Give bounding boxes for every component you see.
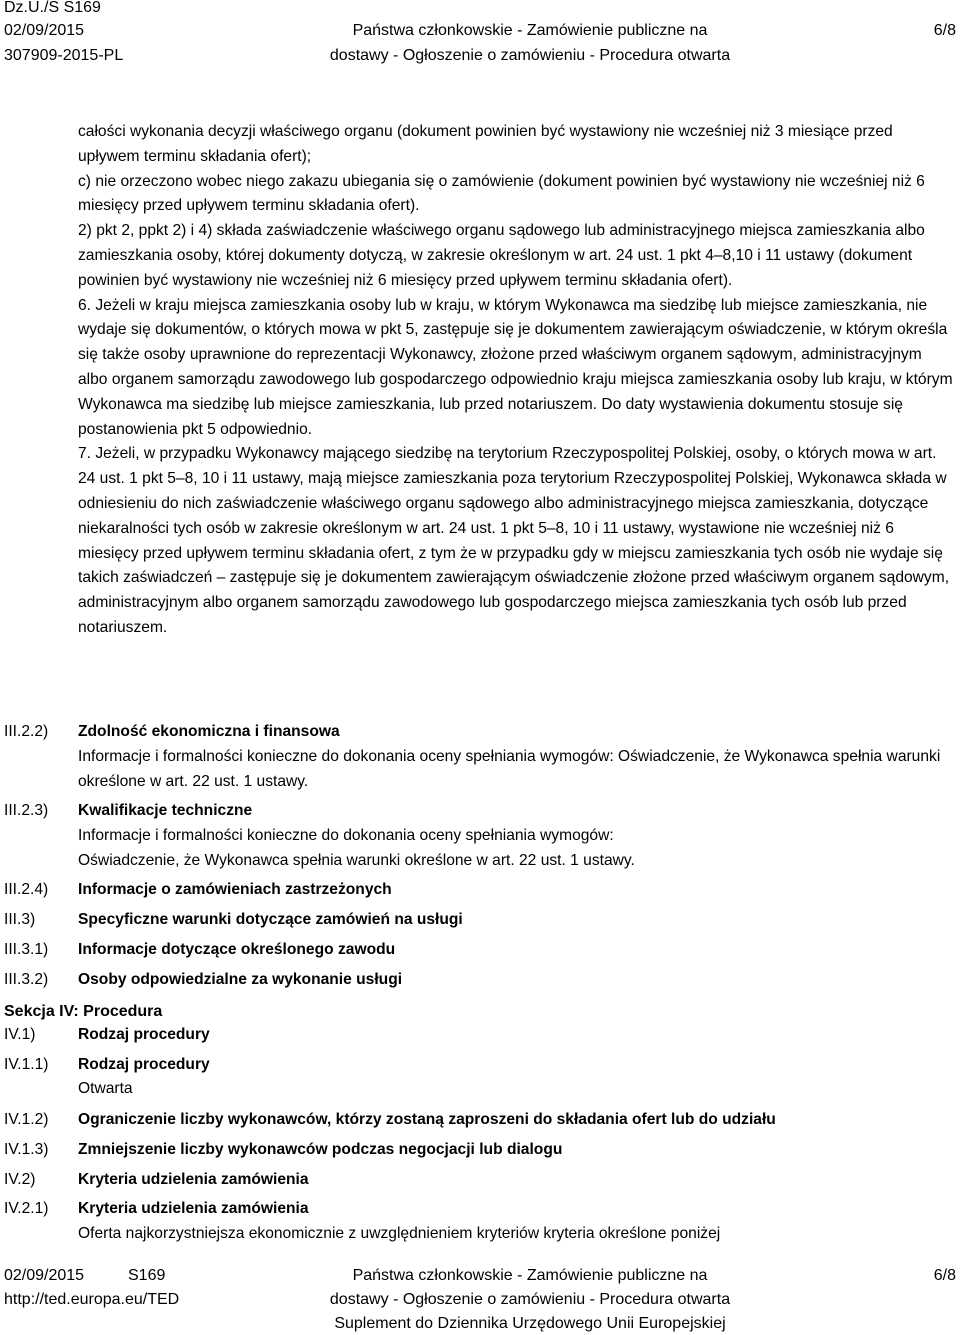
section-title: Kryteria udzielenia zamówienia	[78, 1171, 309, 1188]
section-text: Oferta najkorzystniejsza ekonomicznie z uwzględnieniem kryteriów kryteria określone poniżej	[78, 1225, 721, 1242]
section-text: Oświadczenie, że Wykonawca spełnia warunki określone w art. 22 ust. 1 ustawy.	[78, 852, 635, 869]
footer-date: 02/09/2015	[4, 1267, 85, 1284]
footer-issue: S169	[128, 1267, 166, 1284]
header-title-line2: dostawy - Ogłoszenie o zamówieniu - Procedura otwarta	[329, 47, 731, 64]
section-text: Informacje i formalności konieczne do dokonania oceny spełniania wymogów:	[78, 827, 614, 844]
paragraph: 2) pkt 2, ppkt 2) i 4) składa zaświadczenie właściwego organu sądowego lub administracyjnego miejsca zamieszkania albo zamieszkania osoby, której dokumenty dotyczą, w zakresie określonym w art. 24 ust. 1 pkt 4–8,10 i 11 ustawy (dokument powinien być wystawiony nie wcześniej niż 6 miesięcy przed upływem terminu składania ofert).	[78, 222, 925, 289]
footer-url[interactable]: http://ted.europa.eu/TED	[4, 1291, 180, 1308]
journal-ref: Dz.U./S S169	[4, 0, 101, 16]
section-number: III.2.3)	[4, 802, 49, 819]
section-number: IV.1.3)	[4, 1141, 49, 1158]
section-title: Informacje dotyczące określonego zawodu	[78, 941, 396, 958]
section-number: IV.1)	[4, 1026, 36, 1043]
section-title: Ograniczenie liczby wykonawców, którzy zostaną zaproszeni do składania ofert lub do udziału	[78, 1111, 776, 1128]
section-text: Otwarta	[78, 1080, 133, 1097]
paragraph: 6. Jeżeli w kraju miejsca zamieszkania osoby lub w kraju, w którym Wykonawca ma siedzibę lub miejsce zamieszkania, nie wydaje się dokumentów, o których mowa w pkt 5, zastępuje się je dokumentem zawierającym oświadczenie, w którym określa się także osoby uprawnione do reprezentacji Wykonawcy, złożone przed właściwym organem sądowym, administracyjnym albo organem samorządu zawodowego lub gospodarczego odpowiednio kraju miejsca zamieszkania osoby lub kraju, w którym Wykonawca ma siedzibę lub miejsce zamieszkania, lub przed notariuszem. Do daty wystawienia dokumentu stosuje się postanowienia pkt 5 odpowiednio.	[78, 296, 953, 438]
section-number: III.2.2)	[4, 723, 49, 740]
paragraph: c) nie orzeczono wobec niego zakazu ubiegania się o zamówienie (dokument powinien być wystawiony nie wcześniej niż 6 miesięcy przed upływem terminu składania ofert).	[78, 172, 925, 215]
section-title: Rodzaj procedury	[78, 1056, 210, 1073]
section-title: Rodzaj procedury	[78, 1026, 210, 1043]
section-number: III.3.1)	[4, 941, 49, 958]
header-date: 02/09/2015	[4, 22, 85, 39]
section-title: Specyficzne warunki dotyczące zamówień na usługi	[78, 911, 463, 928]
paragraph: 7. Jeżeli, w przypadku Wykonawcy mającego siedzibę na terytorium Rzeczypospolitej Polskiej, osoby, o których mowa w art. 24 ust. 1 pkt 5–8, 10 i 11 ustawy, mają miejsce zamieszkania poza terytorium Rzeczypospolitej Polskiej, Wykonawca składa w odniesieniu do nich zaświadczenie właściwego organu sądowego albo administracyjnego miejsca zamieszkania, dotyczące niekaralności tych osób w zakresie określonym w art. 24 ust. 1 pkt 5–8, 10 i 11 ustawy, wystawione nie wcześniej niż 6 miesięcy przed upływem terminu składania ofert, z tym że w przypadku gdy w miejscu zamieszkania tych osób nie wydaje się takich zaświadczeń – zastępuje się je dokumentem zawierającym oświadczenie złożone przed właściwym organem sądowym, administracyjnym albo organem samorządu zawodowego lub gospodarczego miejsca zamieszkania tych osób lub przed notariuszem.	[78, 445, 950, 636]
section-number: III.2.4)	[4, 881, 49, 898]
section-number: IV.1.2)	[4, 1111, 49, 1128]
body-text	[78, 120, 954, 641]
section-number: III.3)	[4, 911, 36, 928]
section-text: Informacje i formalności konieczne do dokonania oceny spełniania wymogów: Oświadczenie, że Wykonawca spełnia warunki określone w art. 22 ust. 1 ustawy.	[78, 748, 941, 790]
section-heading: Sekcja IV: Procedura	[4, 1003, 163, 1020]
footer-title-line3: Suplement do Dziennika Urzędowego Unii Europejskiej	[334, 1315, 726, 1332]
section-number: IV.2)	[4, 1171, 36, 1188]
section-title: Osoby odpowiedzialne za wykonanie usługi	[78, 971, 403, 988]
header-title-line1: Państwa członkowskie - Zamówienie publiczne na	[352, 22, 708, 39]
section-number: IV.1.1)	[4, 1056, 49, 1073]
doc-id: 307909-2015-PL	[4, 47, 124, 64]
section-title: Zmniejszenie liczby wykonawców podczas negocjacji lub dialogu	[78, 1141, 563, 1158]
section-title: Kwalifikacje techniczne	[78, 802, 253, 819]
footer-page-number: 6/8	[933, 1267, 956, 1284]
section-number: III.3.2)	[4, 971, 49, 988]
section-number: IV.2.1)	[4, 1200, 49, 1217]
section-title: Zdolność ekonomiczna i finansowa	[78, 723, 340, 740]
section-title: Kryteria udzielenia zamówienia	[78, 1200, 309, 1217]
footer-title-line2: dostawy - Ogłoszenie o zamówieniu - Procedura otwarta	[329, 1291, 731, 1308]
section-title: Informacje o zamówieniach zastrzeżonych	[78, 881, 392, 898]
paragraph: całości wykonania decyzji właściwego organu (dokument powinien być wystawiony nie wcześniej niż 3 miesiące przed upływem terminu składania ofert);	[78, 123, 893, 165]
header-page-number: 6/8	[933, 22, 956, 39]
footer-title-line1: Państwa członkowskie - Zamówienie publiczne na	[352, 1267, 708, 1284]
